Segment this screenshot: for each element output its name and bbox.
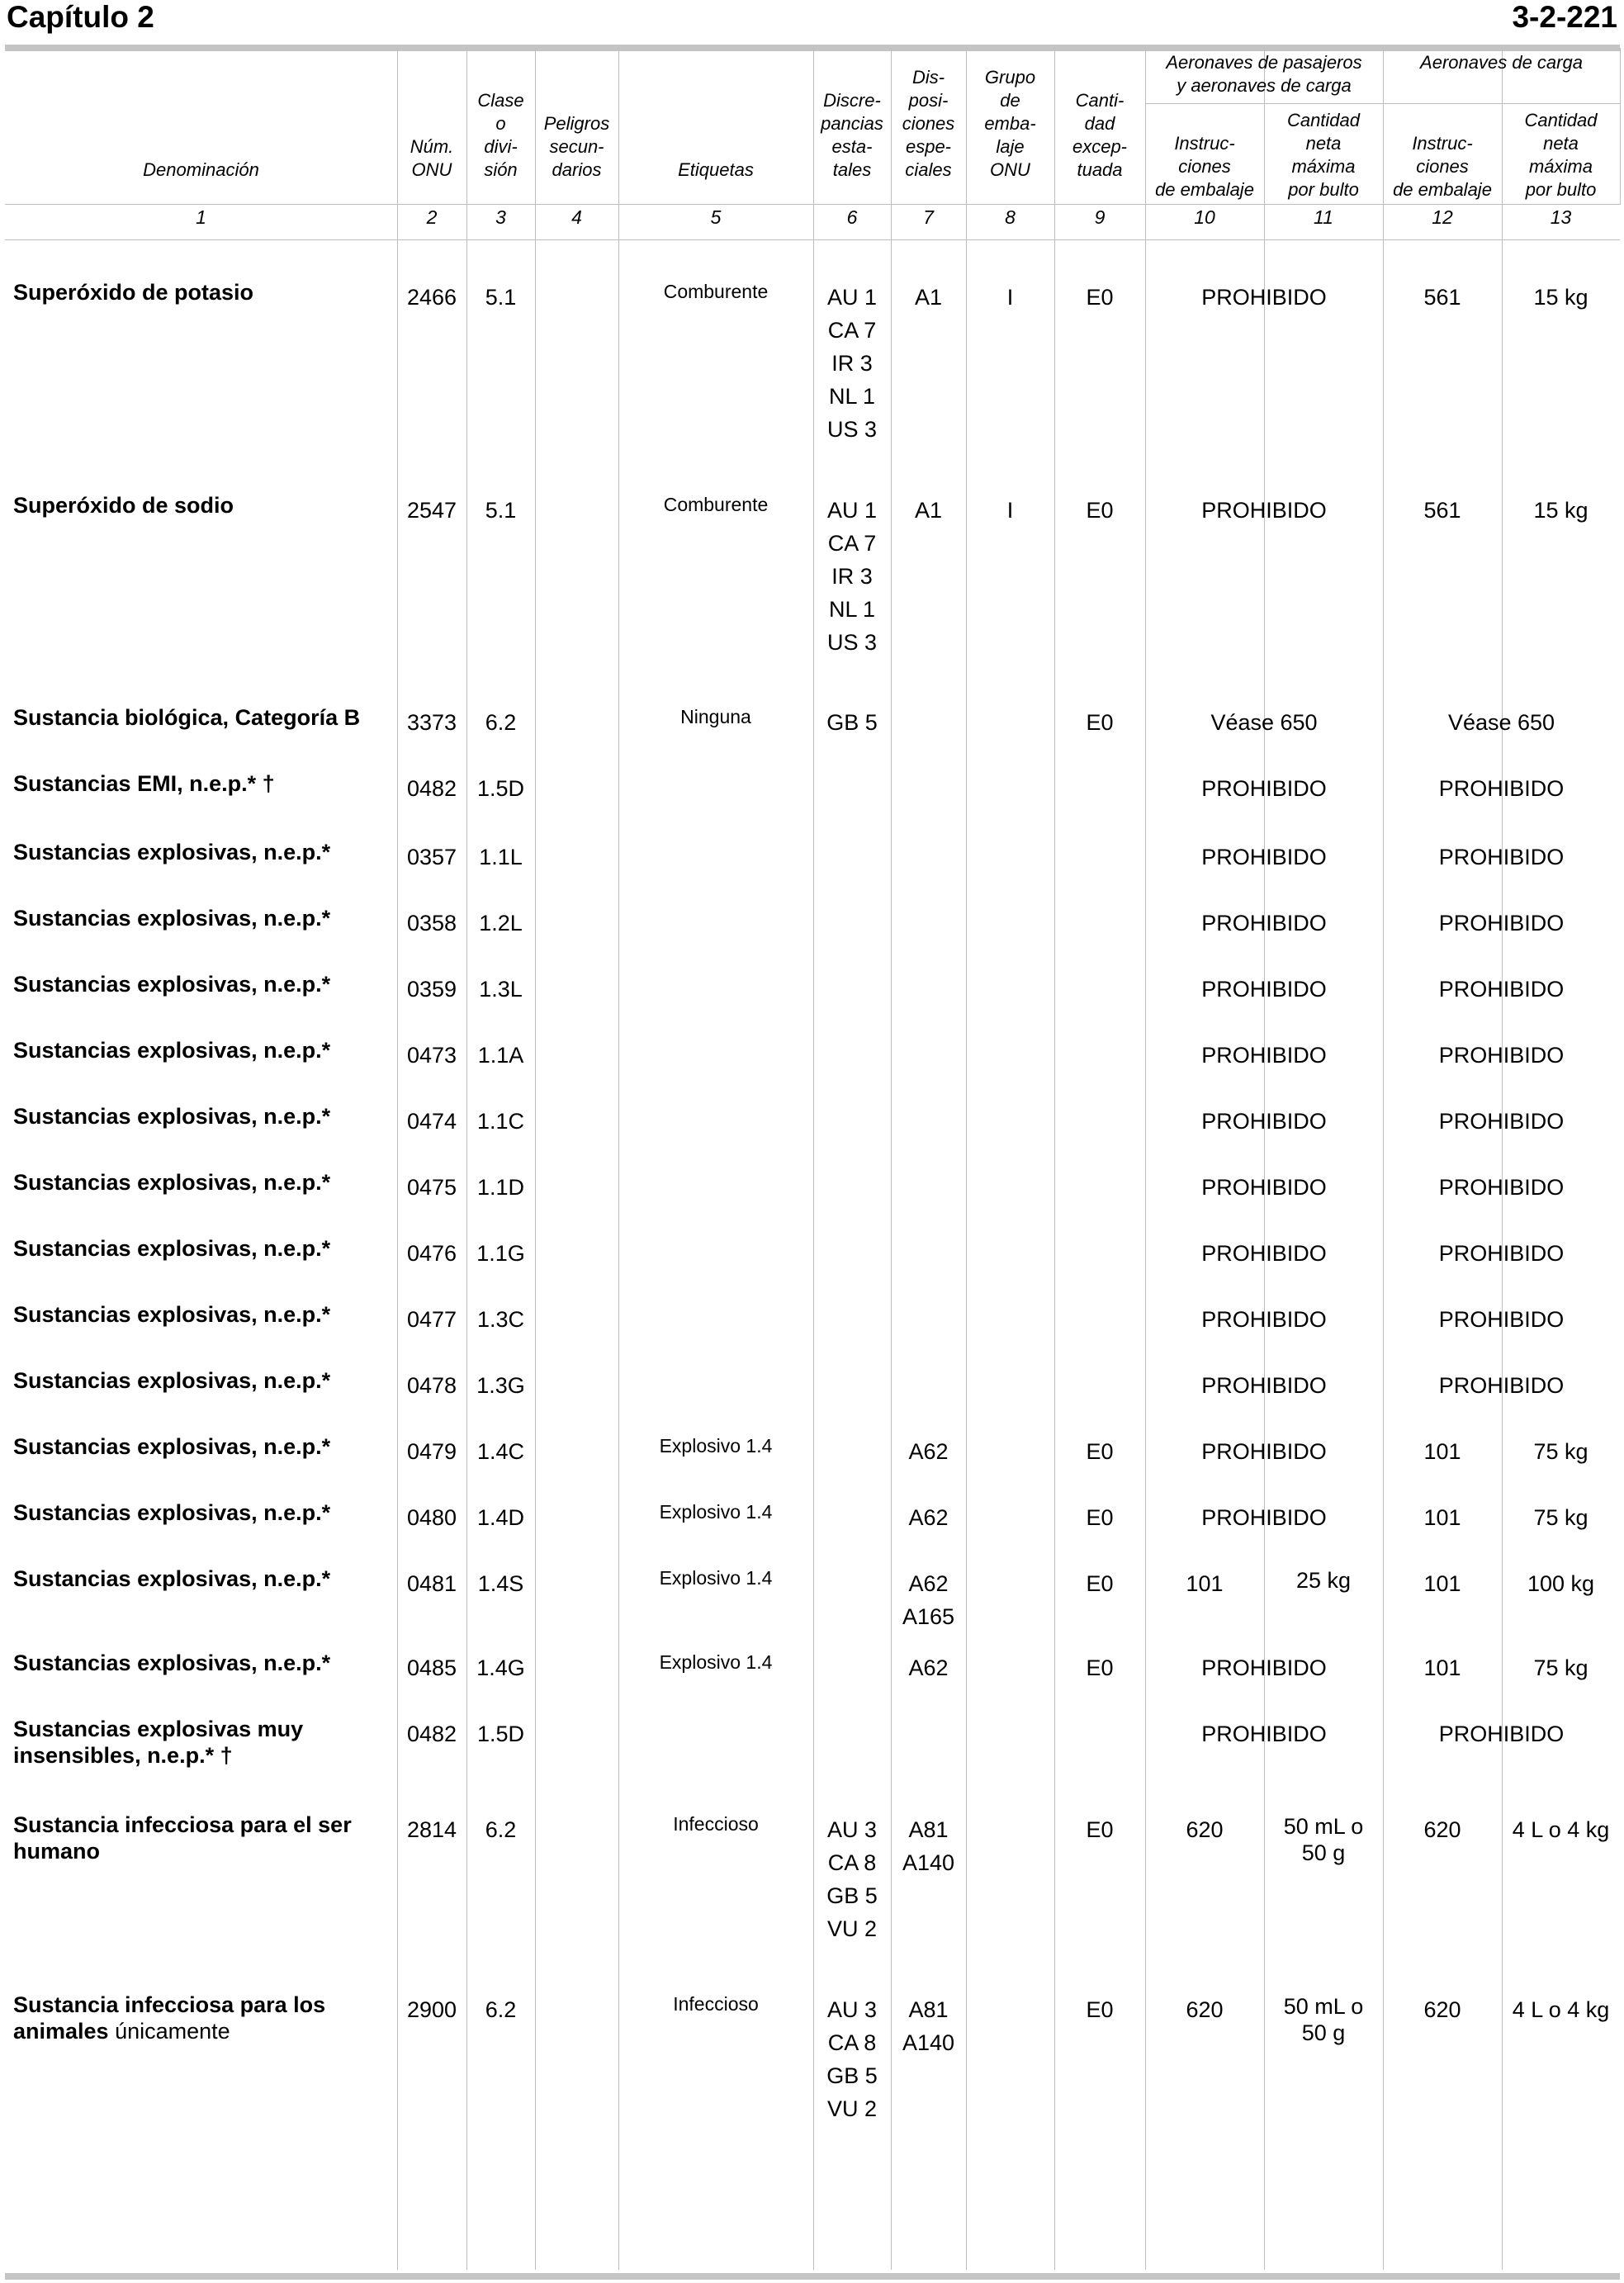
state-variations: AU 1 CA 7 IR 3 NL 1 US 3 bbox=[826, 285, 878, 442]
col-number: 4 bbox=[571, 206, 582, 228]
class-division: 1.4D bbox=[476, 1505, 525, 1530]
class-division: 1.4G bbox=[476, 1655, 525, 1680]
class-division: 1.4C bbox=[476, 1439, 525, 1464]
class-division: 1.3G bbox=[476, 1373, 525, 1398]
pax-aircraft-value: PROHIBIDO bbox=[1201, 1722, 1327, 1746]
col-name-heading: Denominación bbox=[143, 159, 259, 180]
col-pg-heading: Grupo de emba- laje ONU bbox=[984, 67, 1036, 180]
hazard-label: Explosivo 1.4 bbox=[659, 1567, 773, 1589]
cargo-aircraft-value: PROHIBIDO bbox=[1438, 845, 1565, 869]
hazard-label: Comburente bbox=[663, 281, 769, 302]
excepted-quantity: E0 bbox=[1086, 285, 1114, 310]
un-number: 0473 bbox=[406, 1043, 457, 1068]
un-number: 0480 bbox=[406, 1505, 457, 1530]
excepted-quantity: E0 bbox=[1086, 1571, 1114, 1596]
cargo-aircraft-value: PROHIBIDO bbox=[1438, 1175, 1565, 1200]
class-division: 5.1 bbox=[485, 285, 517, 310]
pax-aircraft-value: PROHIBIDO bbox=[1201, 776, 1327, 801]
row-name: Superóxido de sodio bbox=[13, 493, 234, 518]
class-division: 1.1D bbox=[476, 1175, 525, 1200]
pax-aircraft-value: PROHIBIDO bbox=[1201, 285, 1327, 310]
un-number: 2814 bbox=[406, 1817, 457, 1842]
row-name: Sustancias explosivas, n.e.p.* bbox=[13, 1651, 331, 1675]
cargo-aircraft-value: Véase 650 bbox=[1447, 710, 1555, 735]
cargo-max-quantity: 100 kg bbox=[1527, 1571, 1595, 1596]
special-provisions: A81 A140 bbox=[902, 1817, 955, 1875]
cargo-aircraft-value: PROHIBIDO bbox=[1438, 1043, 1565, 1068]
col-subrisk-heading: Peligros secun- darios bbox=[543, 113, 610, 180]
un-number: 0475 bbox=[406, 1175, 457, 1200]
hazard-label: Explosivo 1.4 bbox=[659, 1501, 773, 1523]
pax-aircraft-value: PROHIBIDO bbox=[1201, 498, 1327, 523]
cargo-aircraft-value: PROHIBIDO bbox=[1438, 1241, 1565, 1266]
col-excepted-heading: Canti- dad excep- tuada bbox=[1072, 90, 1128, 180]
col-number: 12 bbox=[1432, 206, 1453, 228]
special-provisions: A81 A140 bbox=[902, 1997, 955, 2055]
col-number: 13 bbox=[1550, 206, 1572, 228]
pax-aircraft-value: PROHIBIDO bbox=[1201, 1505, 1327, 1530]
cargo-max-quantity: 15 kg bbox=[1533, 285, 1588, 310]
cargo-max-quantity: 75 kg bbox=[1533, 1439, 1588, 1464]
cargo-packing-instruction: 620 bbox=[1423, 1997, 1461, 2022]
row-name: Sustancias explosivas, n.e.p.* bbox=[13, 1368, 331, 1393]
pax-aircraft-value: Véase 650 bbox=[1210, 710, 1318, 735]
cargo-packing-instruction: 101 bbox=[1423, 1571, 1461, 1596]
state-variations: GB 5 bbox=[826, 710, 878, 735]
cargo-aircraft-value: PROHIBIDO bbox=[1438, 776, 1565, 801]
page-number: 3-2-221 bbox=[1512, 0, 1617, 34]
cargo-aircraft-value: PROHIBIDO bbox=[1438, 1307, 1565, 1332]
un-number: 0482 bbox=[406, 1722, 457, 1746]
col-number: 6 bbox=[846, 206, 858, 228]
packing-group: I bbox=[1006, 285, 1014, 310]
class-division: 1.2L bbox=[479, 911, 523, 935]
row-name: Sustancias explosivas muy insensibles, n.e.p.* † bbox=[13, 1717, 304, 1768]
col-number: 11 bbox=[1314, 206, 1333, 228]
excepted-quantity: E0 bbox=[1086, 1505, 1114, 1530]
state-variations: AU 1 CA 7 IR 3 NL 1 US 3 bbox=[826, 498, 878, 655]
special-provisions: A62 bbox=[908, 1505, 949, 1530]
hazard-label: Infeccioso bbox=[673, 1813, 759, 1835]
col-number: 3 bbox=[495, 206, 506, 228]
col-variations-heading: Discre- pancias esta- tales bbox=[821, 90, 883, 180]
pax-aircraft-value: PROHIBIDO bbox=[1201, 1439, 1327, 1464]
class-division: 1.4S bbox=[477, 1571, 524, 1596]
un-number: 0357 bbox=[406, 845, 457, 869]
class-division: 6.2 bbox=[485, 1997, 517, 2022]
excepted-quantity: E0 bbox=[1086, 1997, 1114, 2022]
excepted-quantity: E0 bbox=[1086, 1655, 1114, 1680]
col-number: 5 bbox=[710, 206, 722, 228]
packing-group: I bbox=[1006, 498, 1014, 523]
un-number: 0477 bbox=[406, 1307, 457, 1332]
pax-aircraft-value: PROHIBIDO bbox=[1201, 1175, 1327, 1200]
row-name: Sustancias explosivas, n.e.p.* bbox=[13, 1236, 331, 1261]
excepted-quantity: E0 bbox=[1086, 1439, 1114, 1464]
un-number: 0479 bbox=[406, 1439, 457, 1464]
class-division: 1.1C bbox=[476, 1109, 525, 1134]
pax-packing-instruction: 101 bbox=[1186, 1571, 1224, 1596]
class-division: 1.3L bbox=[479, 977, 523, 1002]
un-number: 2547 bbox=[406, 498, 457, 523]
col-cargo-qty-heading: Cantidad neta máxima por bulto bbox=[1524, 110, 1598, 200]
col-number: 9 bbox=[1094, 206, 1106, 228]
class-division: 1.1G bbox=[476, 1241, 525, 1266]
excepted-quantity: E0 bbox=[1086, 498, 1114, 523]
row-name: Sustancia infecciosa para los animales únicamente bbox=[13, 1992, 326, 2044]
hazard-label: Comburente bbox=[663, 494, 769, 515]
class-division: 1.5D bbox=[476, 776, 525, 801]
row-name: Superóxido de potasio bbox=[13, 280, 254, 305]
pax-aircraft-value: PROHIBIDO bbox=[1201, 1307, 1327, 1332]
cargo-aircraft-value: PROHIBIDO bbox=[1438, 1373, 1565, 1398]
state-variations: AU 3 CA 8 GB 5 VU 2 bbox=[826, 1997, 878, 2121]
state-variations: AU 3 CA 8 GB 5 VU 2 bbox=[826, 1817, 878, 1941]
cargo-max-quantity: 75 kg bbox=[1533, 1505, 1588, 1530]
un-number: 2900 bbox=[406, 1997, 457, 2022]
row-name: Sustancias explosivas, n.e.p.* bbox=[13, 1038, 331, 1063]
col-un-heading: Núm. ONU bbox=[410, 136, 454, 180]
class-division: 1.5D bbox=[476, 1722, 525, 1746]
pax-max-quantity: 50 mL o 50 g bbox=[1283, 1814, 1364, 1865]
row-name: Sustancia biológica, Categoría B bbox=[13, 705, 361, 730]
row-name: Sustancias explosivas, n.e.p.* bbox=[13, 1434, 331, 1459]
class-division: 1.1L bbox=[479, 845, 523, 869]
col-class-heading: Clase o divi- sión bbox=[477, 90, 524, 180]
cargo-max-quantity: 4 L o 4 kg bbox=[1512, 1817, 1610, 1842]
cargo-aircraft-value: PROHIBIDO bbox=[1438, 977, 1565, 1002]
col-pax-qty-heading: Cantidad neta máxima por bulto bbox=[1286, 110, 1361, 200]
row-name: Sustancias explosivas, n.e.p.* bbox=[13, 906, 331, 931]
un-number: 3373 bbox=[406, 710, 457, 735]
pax-group-heading: Aeronaves de pasajeros y aeronaves de carga bbox=[1166, 52, 1362, 96]
cargo-max-quantity: 4 L o 4 kg bbox=[1512, 1997, 1610, 2022]
pax-max-quantity: 50 mL o 50 g bbox=[1283, 1994, 1364, 2045]
pax-packing-instruction: 620 bbox=[1186, 1817, 1224, 1842]
row-name: Sustancia infecciosa para el ser humano bbox=[13, 1812, 352, 1864]
cargo-group-heading: Aeronaves de carga bbox=[1420, 52, 1583, 73]
col-number: 1 bbox=[196, 206, 206, 228]
cargo-packing-instruction: 101 bbox=[1423, 1655, 1461, 1680]
hazard-label: Ninguna bbox=[680, 706, 751, 727]
cargo-packing-instruction: 101 bbox=[1423, 1505, 1461, 1530]
class-division: 5.1 bbox=[485, 498, 517, 523]
row-name: Sustancias explosivas, n.e.p.* bbox=[13, 1500, 331, 1525]
special-provisions: A62 A165 bbox=[902, 1571, 955, 1629]
bottom-rule bbox=[5, 2273, 1620, 2280]
col-labels-heading: Etiquetas bbox=[678, 159, 754, 180]
un-number: 2466 bbox=[406, 285, 457, 310]
un-number: 0485 bbox=[406, 1655, 457, 1680]
col-number: 2 bbox=[426, 206, 438, 228]
col-pax-instr-heading: Instruc- ciones de embalaje bbox=[1155, 133, 1254, 200]
row-name: Sustancias EMI, n.e.p.* † bbox=[13, 771, 275, 796]
un-number: 0359 bbox=[406, 977, 457, 1002]
pax-aircraft-value: PROHIBIDO bbox=[1201, 845, 1327, 869]
row-name: Sustancias explosivas, n.e.p.* bbox=[13, 1566, 331, 1591]
pax-aircraft-value: PROHIBIDO bbox=[1201, 1109, 1327, 1134]
special-provisions: A62 bbox=[908, 1655, 949, 1680]
col-cargo-instr-heading: Instruc- ciones de embalaje bbox=[1393, 133, 1492, 200]
chapter-title: Capítulo 2 bbox=[7, 0, 154, 34]
pax-aircraft-value: PROHIBIDO bbox=[1201, 1655, 1327, 1680]
class-division: 6.2 bbox=[485, 710, 517, 735]
cargo-packing-instruction: 101 bbox=[1423, 1439, 1461, 1464]
cargo-packing-instruction: 561 bbox=[1423, 498, 1461, 523]
col-number: 10 bbox=[1194, 206, 1215, 228]
pax-packing-instruction: 620 bbox=[1186, 1997, 1224, 2022]
cargo-packing-instruction: 620 bbox=[1423, 1817, 1461, 1842]
col-number: 8 bbox=[1005, 206, 1016, 228]
row-name: Sustancias explosivas, n.e.p.* bbox=[13, 1170, 331, 1195]
un-number: 0476 bbox=[406, 1241, 457, 1266]
special-provisions: A62 bbox=[908, 1439, 949, 1464]
pax-aircraft-value: PROHIBIDO bbox=[1201, 977, 1327, 1002]
class-division: 6.2 bbox=[485, 1817, 517, 1842]
pax-aircraft-value: PROHIBIDO bbox=[1201, 1043, 1327, 1068]
un-number: 0482 bbox=[406, 776, 457, 801]
un-number: 0358 bbox=[406, 911, 457, 935]
excepted-quantity: E0 bbox=[1086, 710, 1114, 735]
class-division: 1.1A bbox=[477, 1043, 524, 1068]
special-provisions: A1 bbox=[914, 285, 943, 310]
top-rule bbox=[5, 45, 1620, 51]
hazard-label: Infeccioso bbox=[673, 1993, 759, 2015]
pax-aircraft-value: PROHIBIDO bbox=[1201, 1373, 1327, 1398]
row-name: Sustancias explosivas, n.e.p.* bbox=[13, 1302, 331, 1327]
class-division: 1.3C bbox=[476, 1307, 525, 1332]
pax-max-quantity: 25 kg bbox=[1295, 1568, 1352, 1593]
cargo-aircraft-value: PROHIBIDO bbox=[1438, 911, 1565, 935]
hazard-label: Explosivo 1.4 bbox=[659, 1651, 773, 1673]
row-name: Sustancias explosivas, n.e.p.* bbox=[13, 840, 331, 864]
un-number: 0478 bbox=[406, 1373, 457, 1398]
un-number: 0481 bbox=[406, 1571, 457, 1596]
col-special-heading: Dis- posi- ciones espe- ciales bbox=[902, 67, 955, 180]
row-name: Sustancias explosivas, n.e.p.* bbox=[13, 972, 331, 997]
cargo-aircraft-value: PROHIBIDO bbox=[1438, 1722, 1565, 1746]
hazard-label: Explosivo 1.4 bbox=[659, 1435, 773, 1456]
cargo-max-quantity: 15 kg bbox=[1533, 498, 1588, 523]
pax-aircraft-value: PROHIBIDO bbox=[1201, 1241, 1327, 1266]
un-number: 0474 bbox=[406, 1109, 457, 1134]
special-provisions: A1 bbox=[914, 498, 943, 523]
excepted-quantity: E0 bbox=[1086, 1817, 1114, 1842]
cargo-max-quantity: 75 kg bbox=[1533, 1655, 1588, 1680]
cargo-aircraft-value: PROHIBIDO bbox=[1438, 1109, 1565, 1134]
pax-aircraft-value: PROHIBIDO bbox=[1201, 911, 1327, 935]
row-name: Sustancias explosivas, n.e.p.* bbox=[13, 1104, 331, 1129]
col-number: 7 bbox=[923, 206, 934, 228]
cargo-packing-instruction: 561 bbox=[1423, 285, 1461, 310]
